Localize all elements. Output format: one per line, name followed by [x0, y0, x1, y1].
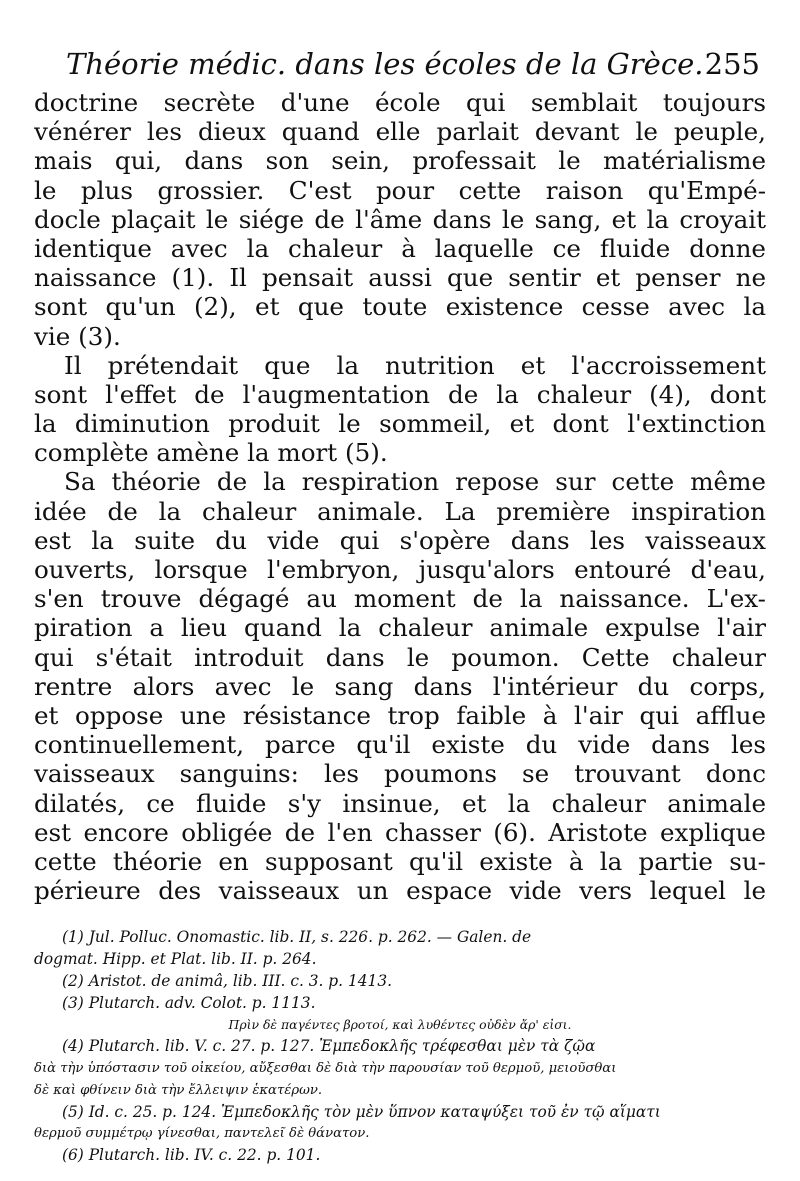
page-number: 255 [704, 47, 760, 81]
footnote-line: (6) Plutarch. lib. IV. c. 22. p. 101. [62, 1146, 321, 1165]
text-line: la diminution produit le sommeil, et dont l'extinction [34, 409, 766, 439]
footnote-line: θερμοῦ συμμέτρῳ γίνεσθαι, παντελεῖ δὲ θάνατον. [34, 1126, 370, 1142]
footnote-line: (1) Jul. Polluc. Onomastic. lib. II, s. 226. p. 262. — Galen. de [62, 928, 532, 947]
text-line: dilatés, ce fluide s'y insinue, et la chaleur animale [34, 788, 766, 818]
text-line: continuellement, parce qu'il existe du vide dans les [34, 730, 766, 760]
running-title: Théorie médic. dans les écoles de la Grèce. [66, 47, 704, 81]
text-line: piration a lieu quand la chaleur animale expulse l'air [34, 613, 766, 643]
text-line: naissance (1). Il pensait aussi que sentir et penser ne [34, 263, 766, 293]
text-line: complète amène la mort (5). [34, 438, 388, 468]
text-line: vie (3). [34, 321, 121, 351]
text-line: qui s'était introduit dans le poumon. Cette chaleur [34, 642, 766, 672]
footnote-line: (5) Id. c. 25. p. 124. Ἐμπεδοκλῆς τὸν μὲν ὕπνον καταψύξει τοῦ ἐν τῷ αἵματι [62, 1102, 661, 1121]
footnote-line: (3) Plutarch. adv. Colot. p. 1113. [62, 993, 316, 1012]
text-line: identique avec la chaleur à laquelle ce fluide donne [34, 233, 766, 263]
text-line: le plus grossier. C'est pour cette raison qu'Empé- [34, 175, 766, 205]
text-line: Il prétendait que la nutrition et l'accroissement [64, 350, 766, 380]
text-line: est encore obligée de l'en chasser (6). Aristote explique [34, 817, 766, 847]
footnotes [34, 927, 766, 1167]
text-line: périeure des vaisseaux un espace vide vers lequel le [34, 876, 766, 906]
footnote-line: Πρὶν δὲ παγέντες βροτοί, καὶ λυθέντες οὐδὲν ἄρ' εἰσι. [228, 1017, 572, 1033]
text-line: idée de la chaleur animale. La première inspiration [34, 496, 766, 526]
text-line: vénérer les dieux quand elle parlait devant le peuple, [34, 117, 766, 147]
text-line: sont l'effet de l'augmentation de la chaleur (4), dont [34, 379, 766, 409]
text-line: doctrine secrète d'une école qui semblait toujours [34, 88, 766, 117]
running-header [34, 44, 766, 84]
text-line: Sa théorie de la respiration repose sur cette même [64, 467, 766, 497]
footnote-line: dogmat. Hipp. et Plat. lib. II. p. 264. [34, 950, 317, 969]
text-line: sont qu'un (2), et que toute existence cesse avec la [34, 292, 766, 322]
text-line: ouverts, lorsque l'embryon, jusqu'alors entouré d'eau, [34, 555, 766, 584]
footnote-line: (2) Aristot. de animâ, lib. III. c. 3. p. 1413. [62, 971, 393, 990]
body-text [34, 88, 766, 905]
text-line: docle plaçait le siége de l'âme dans le sang, et la croyait [34, 204, 766, 234]
footnote-line: διὰ τὴν ὑπόστασιν τοῦ οἰκείου, αὔξεσθαι δὲ διὰ τὴν παρουσίαν τοῦ θερμοῦ, μειοῦσθαι [34, 1061, 617, 1077]
text-line: s'en trouve dégagé au moment de la naissance. L'ex- [34, 584, 766, 614]
footnote-line: (4) Plutarch. lib. V. c. 27. p. 127. Ἐμπεδοκλῆς τρέφεσθαι μὲν τὰ ζῷα [62, 1037, 596, 1056]
text-line: cette théorie en supposant qu'il existe à la partie su- [34, 846, 766, 876]
footnote-line: δὲ καὶ φθίνειν διὰ τὴν ἔλλειψιν ἑκατέρων. [34, 1082, 323, 1098]
text-line: mais qui, dans son sein, professait le matérialisme [34, 146, 766, 176]
text-line: vaisseaux sanguins: les poumons se trouvant donc [34, 759, 766, 789]
text-line: rentre alors avec le sang dans l'intérieur du corps, [34, 671, 766, 701]
text-line: et oppose une résistance trop faible à l'air qui afflue [34, 700, 766, 730]
text-line: est la suite du vide qui s'opère dans les vaisseaux [34, 525, 766, 555]
